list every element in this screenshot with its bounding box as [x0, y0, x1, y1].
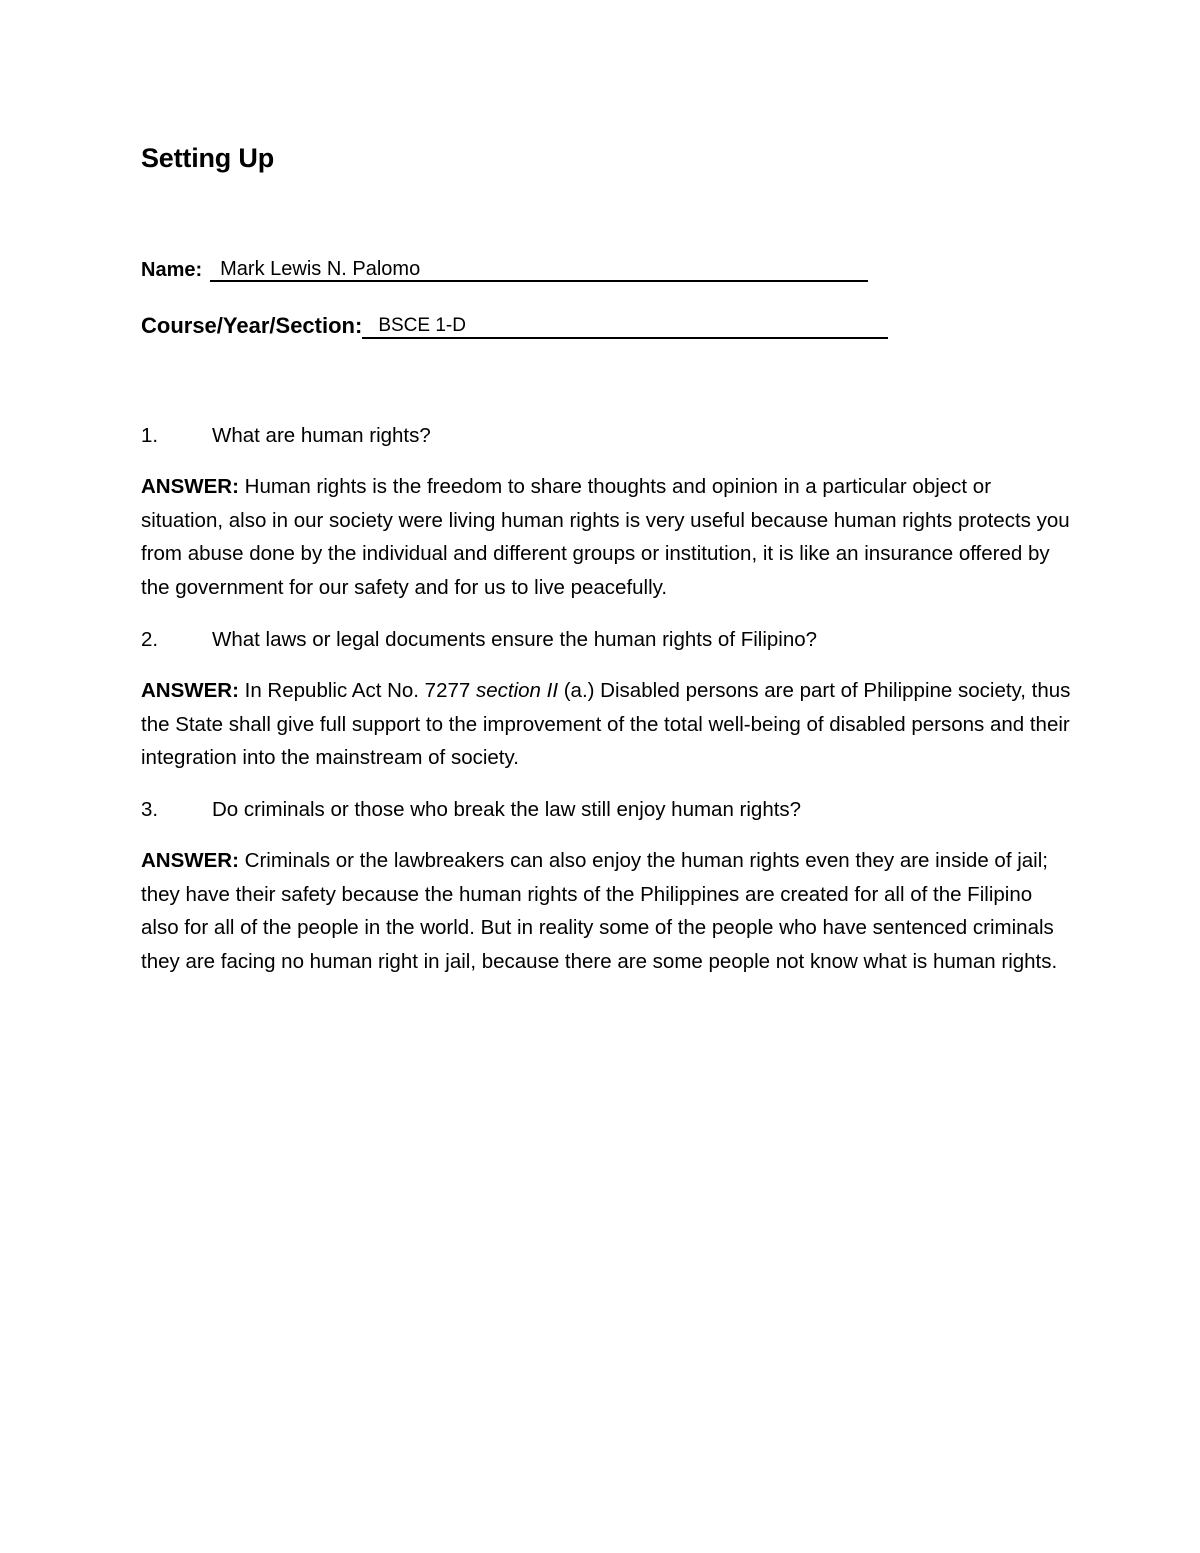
name-value: Mark Lewis N. Palomo	[210, 258, 868, 282]
name-label: Name:	[141, 259, 203, 281]
answer-text: Human rights is the freedom to share thoughts and opinion in a particular object or situation, also in our society were living human rights is very useful because human rights protects you from abuse done by the individual and different groups or institution, it is like an insurance offered by the government for our safety and for us to live peacefully.	[141, 475, 1070, 599]
course-value: BSCE 1-D	[362, 315, 888, 339]
page-title: Setting Up	[141, 143, 274, 173]
question-2	[141, 628, 817, 652]
question-3	[141, 798, 801, 822]
course-field	[141, 313, 888, 339]
question-number: 1.	[141, 424, 159, 447]
answer-text-post: (a.) Disabled persons are part of Philippine society, thus the State shall give full support to the improvement of the total well-being of disabled persons and their integration into the mainstream of society.	[141, 679, 1071, 769]
answer-text: Criminals or the lawbreakers can also enjoy the human rights even they are inside of jail; they have their safety because the human rights of the Philippines are created for all of the Filipino also for all of the people in the world. But in reality some of the people who have sentenced criminals they are facing no human right in jail, because there are some people not know what is human rights.	[141, 849, 1058, 973]
answer-text-pre: In Republic Act No. 7277	[244, 679, 471, 702]
answer-2	[141, 674, 1071, 775]
name-field	[141, 258, 868, 282]
question-text: What are human rights?	[212, 424, 431, 447]
question-number: 2.	[141, 628, 159, 651]
answer-3	[141, 844, 1071, 978]
answer-1	[141, 470, 1071, 604]
answer-label: ANSWER:	[141, 849, 239, 872]
answer-text-italic: section II	[475, 679, 559, 702]
answer-label: ANSWER:	[141, 475, 239, 498]
answer-label: ANSWER:	[141, 679, 239, 702]
question-number: 3.	[141, 798, 159, 821]
question-text: What laws or legal documents ensure the human rights of Filipino?	[212, 628, 818, 651]
question-1	[141, 424, 431, 448]
course-label: Course/Year/Section:	[141, 313, 363, 338]
question-text: Do criminals or those who break the law still enjoy human rights?	[212, 798, 802, 821]
